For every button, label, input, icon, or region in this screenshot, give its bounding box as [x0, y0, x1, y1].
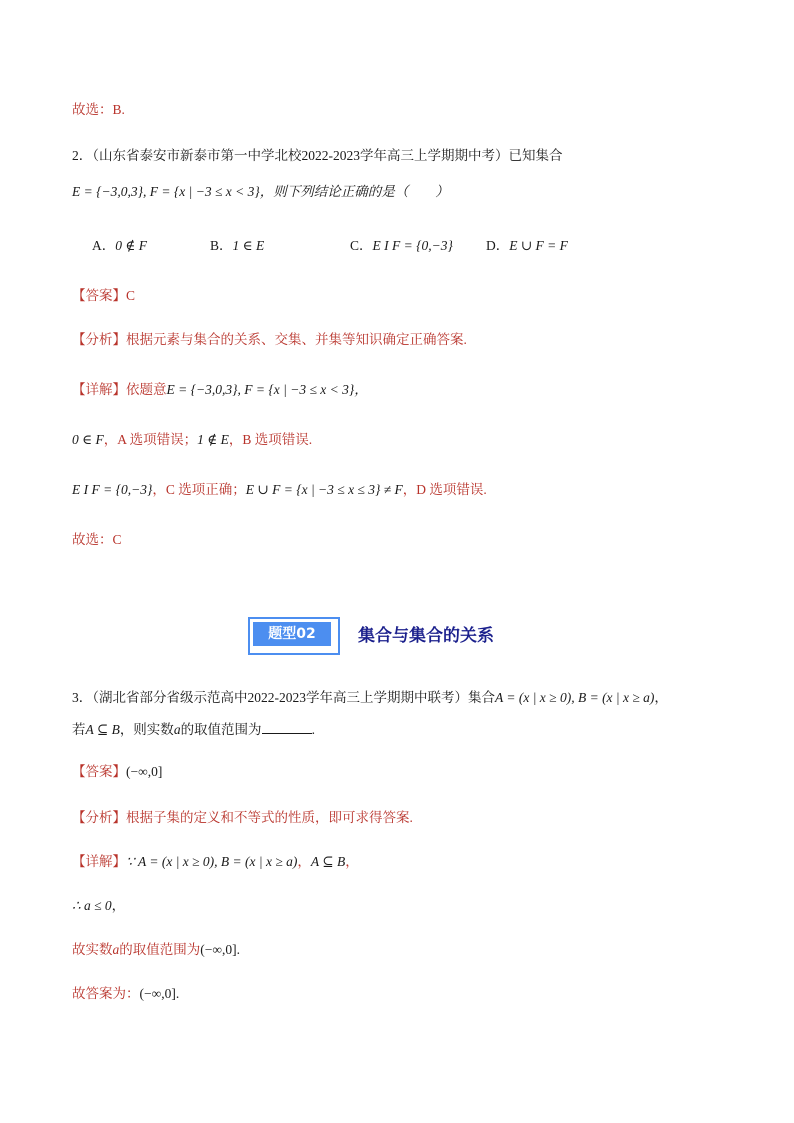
section-badge	[248, 617, 340, 655]
q2-analysis	[72, 331, 467, 349]
section-title: 集合与集合的关系	[358, 626, 494, 646]
analysis-text: 根据元素与集合的关系、交集、并集等知识确定正确答案.	[126, 332, 467, 347]
option-label: C．	[350, 238, 373, 253]
detail-text: ，A 选项错误；	[103, 432, 198, 447]
final-end: .	[175, 986, 180, 1001]
stem-end: ，	[654, 690, 668, 705]
detail-intro: 依题意	[126, 382, 167, 397]
q2-stem-line1: 2．（山东省泰安市新泰市第一中学北校2022-2023学年高三上学期期中考）已知集合	[72, 148, 563, 163]
stem-text: ，则实数	[119, 722, 174, 737]
detail-expr: E I F = {0,−3}	[72, 482, 153, 497]
detail-text: ，	[345, 854, 359, 869]
step-expr: ∴ a ≤ 0	[72, 898, 112, 913]
q3-analysis	[72, 809, 413, 827]
detail-tag: 【详解】	[72, 382, 126, 397]
q1-conclusion: 故选：B.	[72, 102, 125, 117]
analysis-tag: 【分析】	[72, 810, 126, 825]
q3-stem-line2	[72, 721, 315, 739]
detail-text: ，D 选项错误.	[402, 482, 487, 497]
step-text: 故实数	[72, 942, 113, 957]
option-label: D．	[486, 238, 510, 253]
q2-option-a	[92, 237, 147, 255]
detail-expr: E ∪ F = {x | −3 ≤ x ≤ 3} ≠ F	[245, 482, 403, 497]
answer-blank	[262, 721, 312, 734]
q2-answer	[72, 287, 135, 305]
q3-detail	[72, 853, 359, 871]
answer-value: C	[126, 288, 136, 303]
q3-stem-line1	[72, 689, 668, 707]
q3-final-answer	[72, 985, 179, 1003]
detail-expr: ∵ A = (x | x ≥ 0), B = (x | x ≥ a)	[126, 854, 298, 869]
option-expr: E ∪ F = F	[509, 238, 568, 253]
q2-stem-line2: E = {−3,0,3}, F = {x | −3 ≤ x < 3}，则下列结论正确的是（ ）	[72, 184, 449, 199]
step-end: ，	[111, 898, 126, 913]
option-label: A．	[92, 238, 116, 253]
final-expr: (−∞,0]	[139, 986, 176, 1001]
answer-tag: 【答案】	[72, 764, 126, 779]
option-label: B．	[210, 238, 233, 253]
q2-detail-step2	[72, 431, 312, 449]
q3-answer	[72, 763, 162, 781]
step-expr: (−∞,0]	[200, 942, 237, 957]
detail-expr: 1 ∉ E	[197, 432, 229, 447]
section-badge-label: 题型02	[253, 622, 331, 646]
stem-end: .	[311, 722, 315, 737]
detail-text: ，B 选项错误.	[228, 432, 313, 447]
q3-step3	[72, 941, 240, 959]
q2-option-c	[350, 237, 453, 255]
detail-expr: A ⊆ B	[310, 854, 346, 869]
stem-expr: A ⊆ B	[85, 722, 120, 737]
q2-option-b	[210, 237, 264, 255]
q2-conclusion: 故选：C	[72, 532, 122, 547]
detail-text: ，	[297, 854, 311, 869]
final-text: 故答案为：	[72, 986, 140, 1001]
q3-step2	[72, 897, 125, 915]
detail-text: ，C 选项正确；	[152, 482, 246, 497]
q2-detail-step3	[72, 481, 487, 499]
detail-tag: 【详解】	[72, 854, 126, 869]
stem-expr: A = (x | x ≥ 0), B = (x | x ≥ a)	[495, 690, 655, 705]
stem-var: a	[173, 722, 181, 737]
q2-option-d	[486, 237, 568, 255]
detail-expr: 0 ∈ F	[72, 432, 104, 447]
stem-text: 3．（湖北省部分省级示范高中2022-2023学年高三上学期期中联考）集合	[72, 690, 495, 705]
option-expr: E I F = {0,−3}	[372, 238, 453, 253]
step-text: 的取值范围为	[119, 942, 201, 957]
answer-value: (−∞,0]	[126, 764, 163, 779]
stem-text: 的取值范围为	[180, 722, 262, 737]
answer-tag: 【答案】	[72, 288, 126, 303]
option-expr: 1 ∈ E	[232, 238, 265, 253]
analysis-tag: 【分析】	[72, 332, 126, 347]
step-end: .	[236, 942, 240, 957]
option-expr: 0 ∉ F	[115, 238, 147, 253]
stem-text: 若	[72, 722, 86, 737]
step-var: a	[112, 942, 120, 957]
analysis-text: 根据子集的定义和不等式的性质，即可求得答案.	[126, 810, 413, 825]
detail-expr: E = {−3,0,3}, F = {x | −3 ≤ x < 3}，	[166, 382, 368, 397]
q2-detail	[72, 381, 368, 399]
